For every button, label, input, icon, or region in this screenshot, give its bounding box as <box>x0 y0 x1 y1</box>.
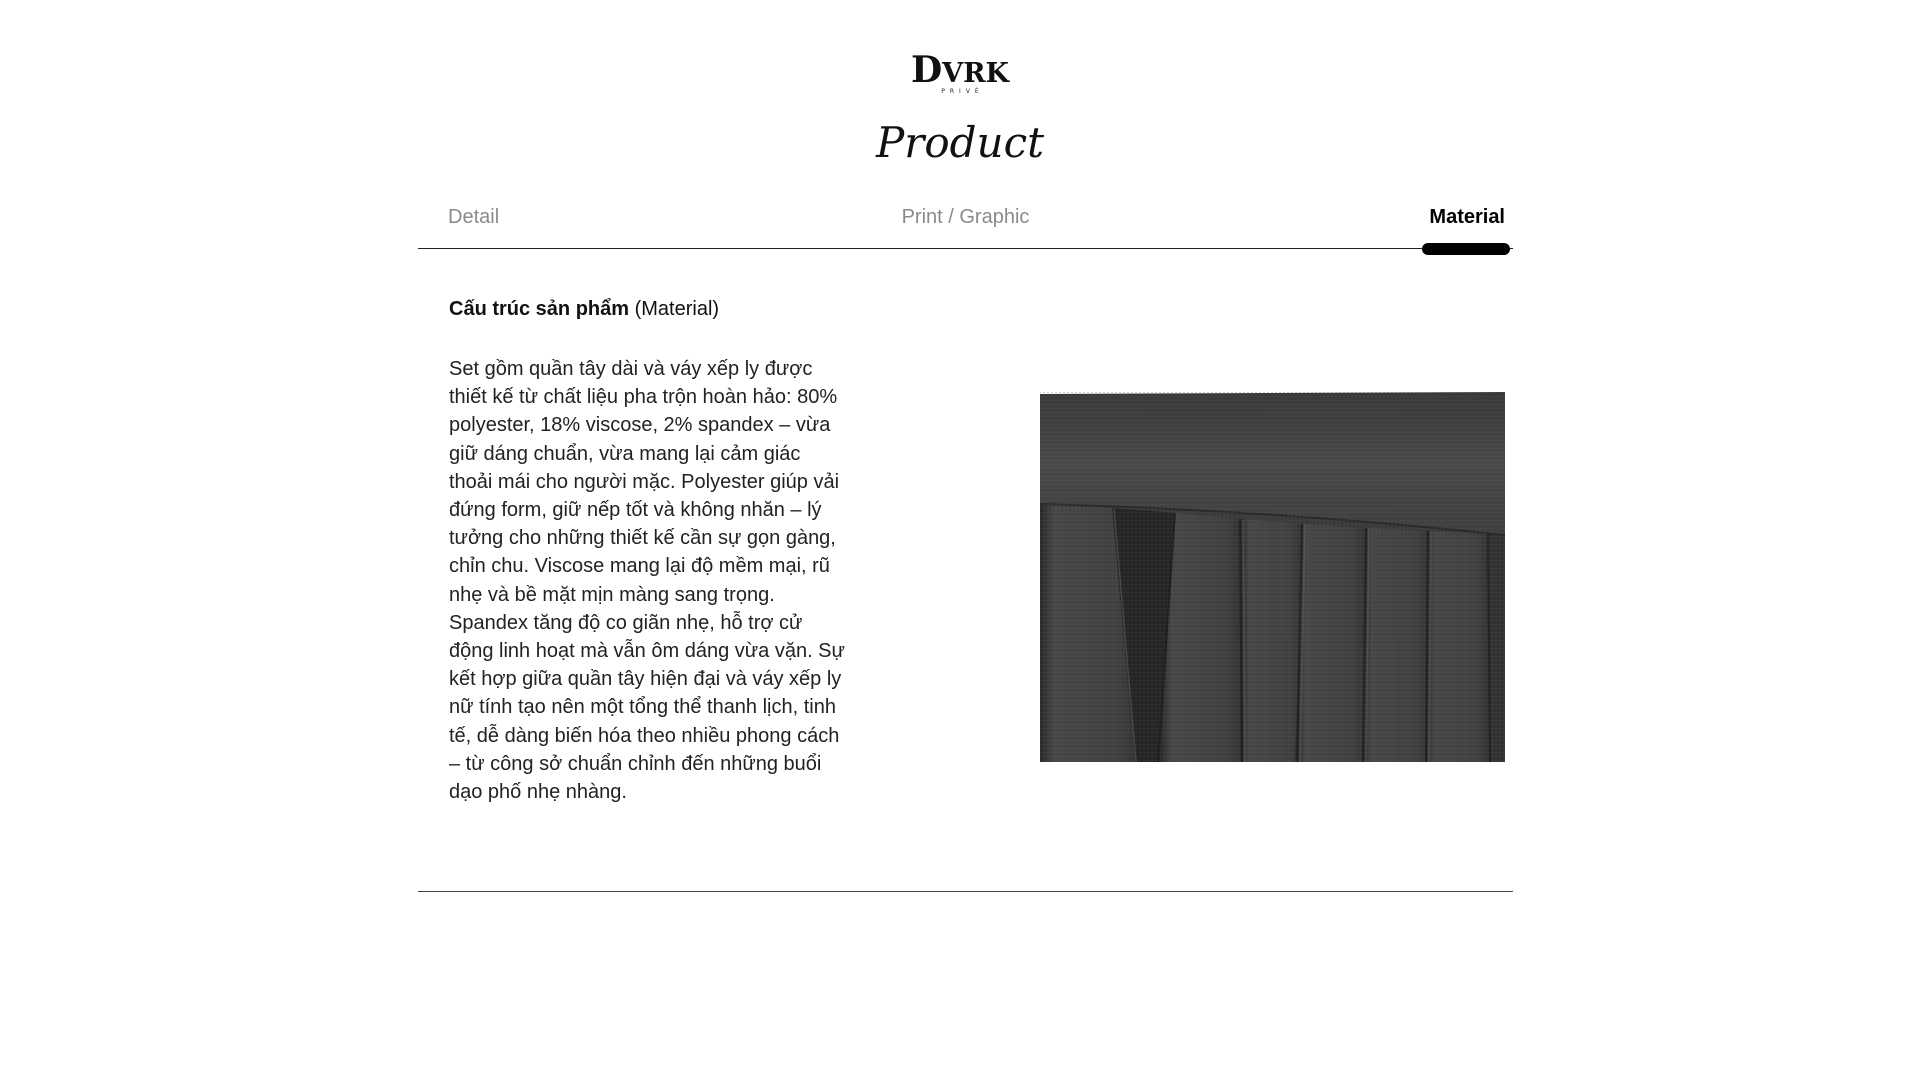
section-title-strong: Cấu trúc sản phẩm <box>449 298 630 320</box>
section-title-rest: (Material) <box>629 298 720 320</box>
description-line: đứng form, giữ nếp tốt và không nhăn – lý <box>449 499 822 522</box>
brand-logo[interactable] <box>910 49 1010 95</box>
description-line: dạo phố nhẹ nhàng. <box>449 781 627 804</box>
description-line: – từ công sở chuẩn chỉnh đến những buổi <box>449 752 822 775</box>
pleated-fabric-icon <box>1040 392 1505 762</box>
tab-detail[interactable]: Detail <box>448 206 500 228</box>
description-line: nữ tính tạo nên một tổng thể thanh lịch, tinh <box>449 696 836 719</box>
description-line: kết hợp giữa quần tây hiện đại và váy xếp ly <box>449 668 842 691</box>
description-line: nhẹ và bề mặt mịn màng sang trọng. <box>449 583 775 606</box>
tab-print-graphic[interactable]: Print / Graphic <box>901 206 1030 228</box>
tab-print-graphic-wrapper <box>418 206 1513 229</box>
bottom-divider <box>418 891 1513 892</box>
description-line: động linh hoạt mà vẫn ôm dáng vừa vặn. Sự <box>449 640 845 663</box>
pleated-fabric-image <box>1040 392 1505 762</box>
tab-material[interactable]: Material <box>1429 206 1505 228</box>
brand-subtitle: PRIVÉ <box>941 88 984 95</box>
brand-header <box>0 49 1920 98</box>
material-description <box>449 355 869 806</box>
description-line: chỉn chu. Viscose mang lại độ mềm mại, rũ <box>449 555 830 578</box>
description-line: tưởng cho những thiết kế cần sự gọn gàng, <box>449 527 836 550</box>
page-title: Product <box>876 118 1044 167</box>
description-line: Spandex tăng độ co giãn nhẹ, hỗ trợ cử <box>449 611 803 634</box>
brand-name: DVRK <box>910 49 1010 91</box>
description-line: Set gồm quần tây dài và váy xếp ly được <box>449 358 813 380</box>
description-line: giữ dáng chuẩn, vừa mang lại cảm giác <box>449 442 801 465</box>
active-tab-indicator <box>1422 243 1510 255</box>
description-line: thiết kế từ chất liệu pha trộn hoàn hảo: 80% <box>449 386 838 409</box>
description-line: polyester, 18% viscose, 2% spandex – vừa <box>449 414 831 437</box>
section-title <box>449 298 719 321</box>
description-line: tế, dễ dàng biến hóa theo nhiều phong cách <box>449 724 840 747</box>
description-line: thoải mái cho người mặc. Polyester giúp vải <box>449 470 840 493</box>
tabs-divider <box>418 248 1513 249</box>
product-tabs <box>418 198 1513 250</box>
